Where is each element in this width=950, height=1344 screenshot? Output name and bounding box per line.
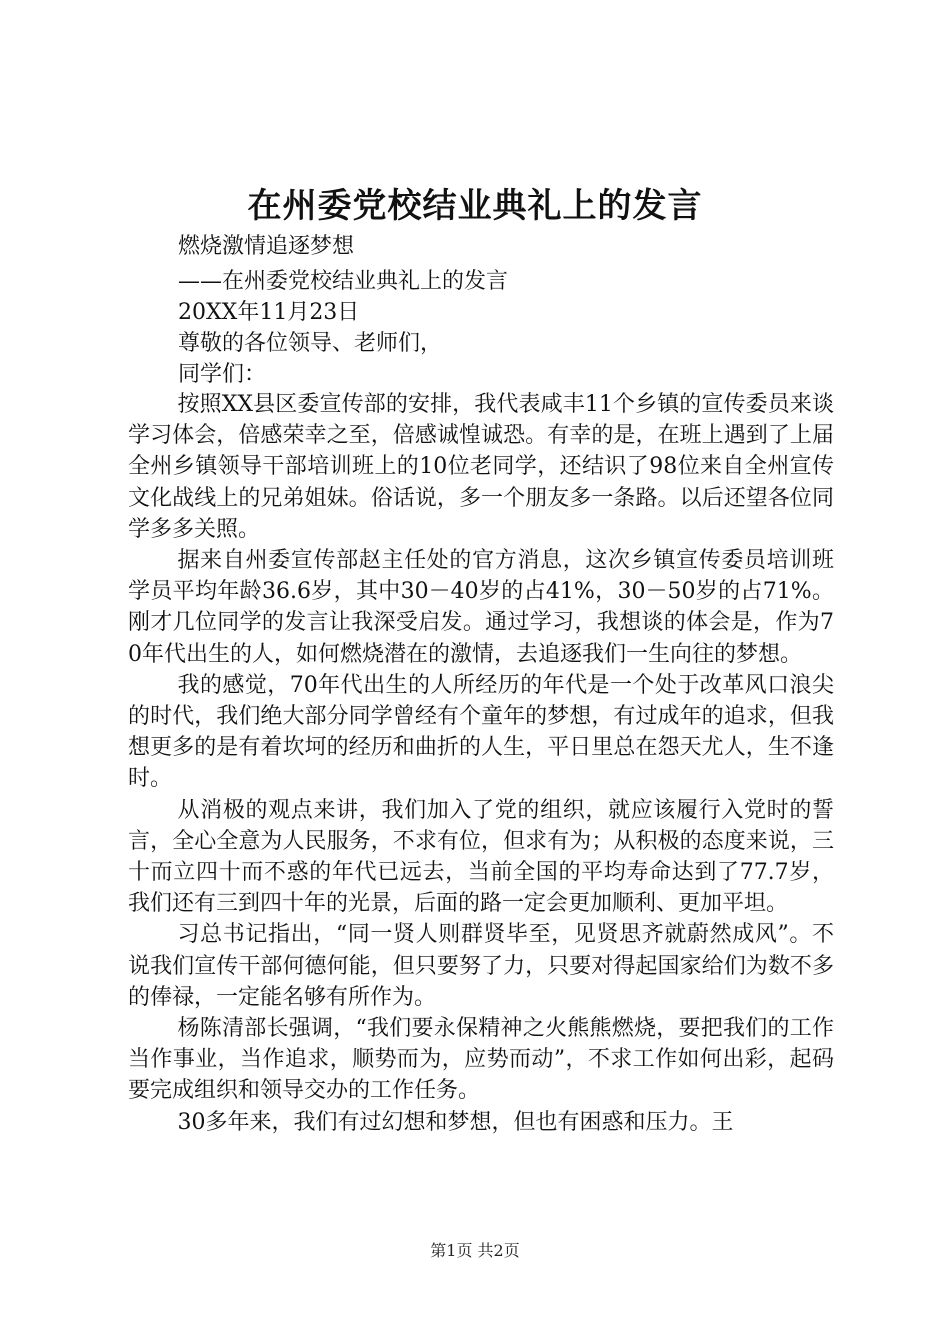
body-paragraph: 按照XX县区委宣传部的安排，我代表咸丰11个乡镇的宣传委员来谈学习体会，倍感荣幸之至，倍感诚惶诚恐。有幸的是，在班上遇到了上届全州乡镇领导干部培训班上的10位老同学，还结识了98位来自全州宣传文化战线上的兄弟姐妹。俗话说，多一个朋友多一条路。以后还望各位同学多多关照。: [128, 392, 834, 542]
document-subtitle: 燃烧激情追逐梦想: [178, 234, 355, 259]
document-occasion: ——在州委党校结业典礼上的发言: [178, 269, 509, 294]
body-paragraph: 习总书记指出，“同一贤人则群贤毕至，见贤思齐就蔚然成风”。不说我们宣传干部何德何能，但只要努了力，只要对得起国家给们为数不多的俸禄，一定能名够有所作为。: [128, 922, 834, 1010]
page-footer: 第1页 共2页: [430, 1241, 520, 1260]
document-date: 20XX年11月23日: [178, 300, 360, 325]
body-paragraph: 杨陈清部长强调，“我们要永保精神之火熊熊燃烧，要把我们的工作当作事业，当作追求，顺势而为，应势而动”，不求工作如何出彩，起码要完成组织和领导交办的工作任务。: [128, 1016, 834, 1104]
document-title: 在州委党校结业典礼上的发言: [247, 186, 703, 226]
body-paragraph: 30多年来，我们有过幻想和梦想，但也有困惑和压力。王: [177, 1109, 734, 1135]
document-body: [128, 389, 834, 1138]
body-paragraph: 我的感觉，70年代出生的人所经历的年代是一个处于改革风口浪尖的时代，我们绝大部分同学曾经有个童年的梦想，有过成年的追求，但我想更多的是有着坎坷的经历和曲折的人生，平日里总在怨天尤人，生不逢时。: [128, 672, 834, 792]
body-paragraph: 据来自州委宣传部赵主任处的官方消息，这次乡镇宣传委员培训班学员平均年龄36.6岁，其中30－40岁的占41%，30－50岁的占71%。刚才几位同学的发言让我深受启发。通过学习，我想谈的体会是，作为70年代出生的人，如何燃烧潜在的激情，去追逐我们一生向往的梦想。: [128, 548, 834, 667]
body-paragraph: 从消极的观点来讲，我们加入了党的组织，就应该履行入党时的誓言，全心全意为人民服务，不求有位，但求有为；从积极的态度来说，三十而立四十而不惑的年代已远去，当前全国的平均寿命达到了77.7岁，我们还有三到四十年的光景，后面的路一定会更加顺利、更加平坦。: [128, 797, 834, 917]
salutation-classmates: 同学们：: [178, 362, 267, 387]
salutation-leaders: 尊敬的各位领导、老师们，: [178, 331, 443, 356]
